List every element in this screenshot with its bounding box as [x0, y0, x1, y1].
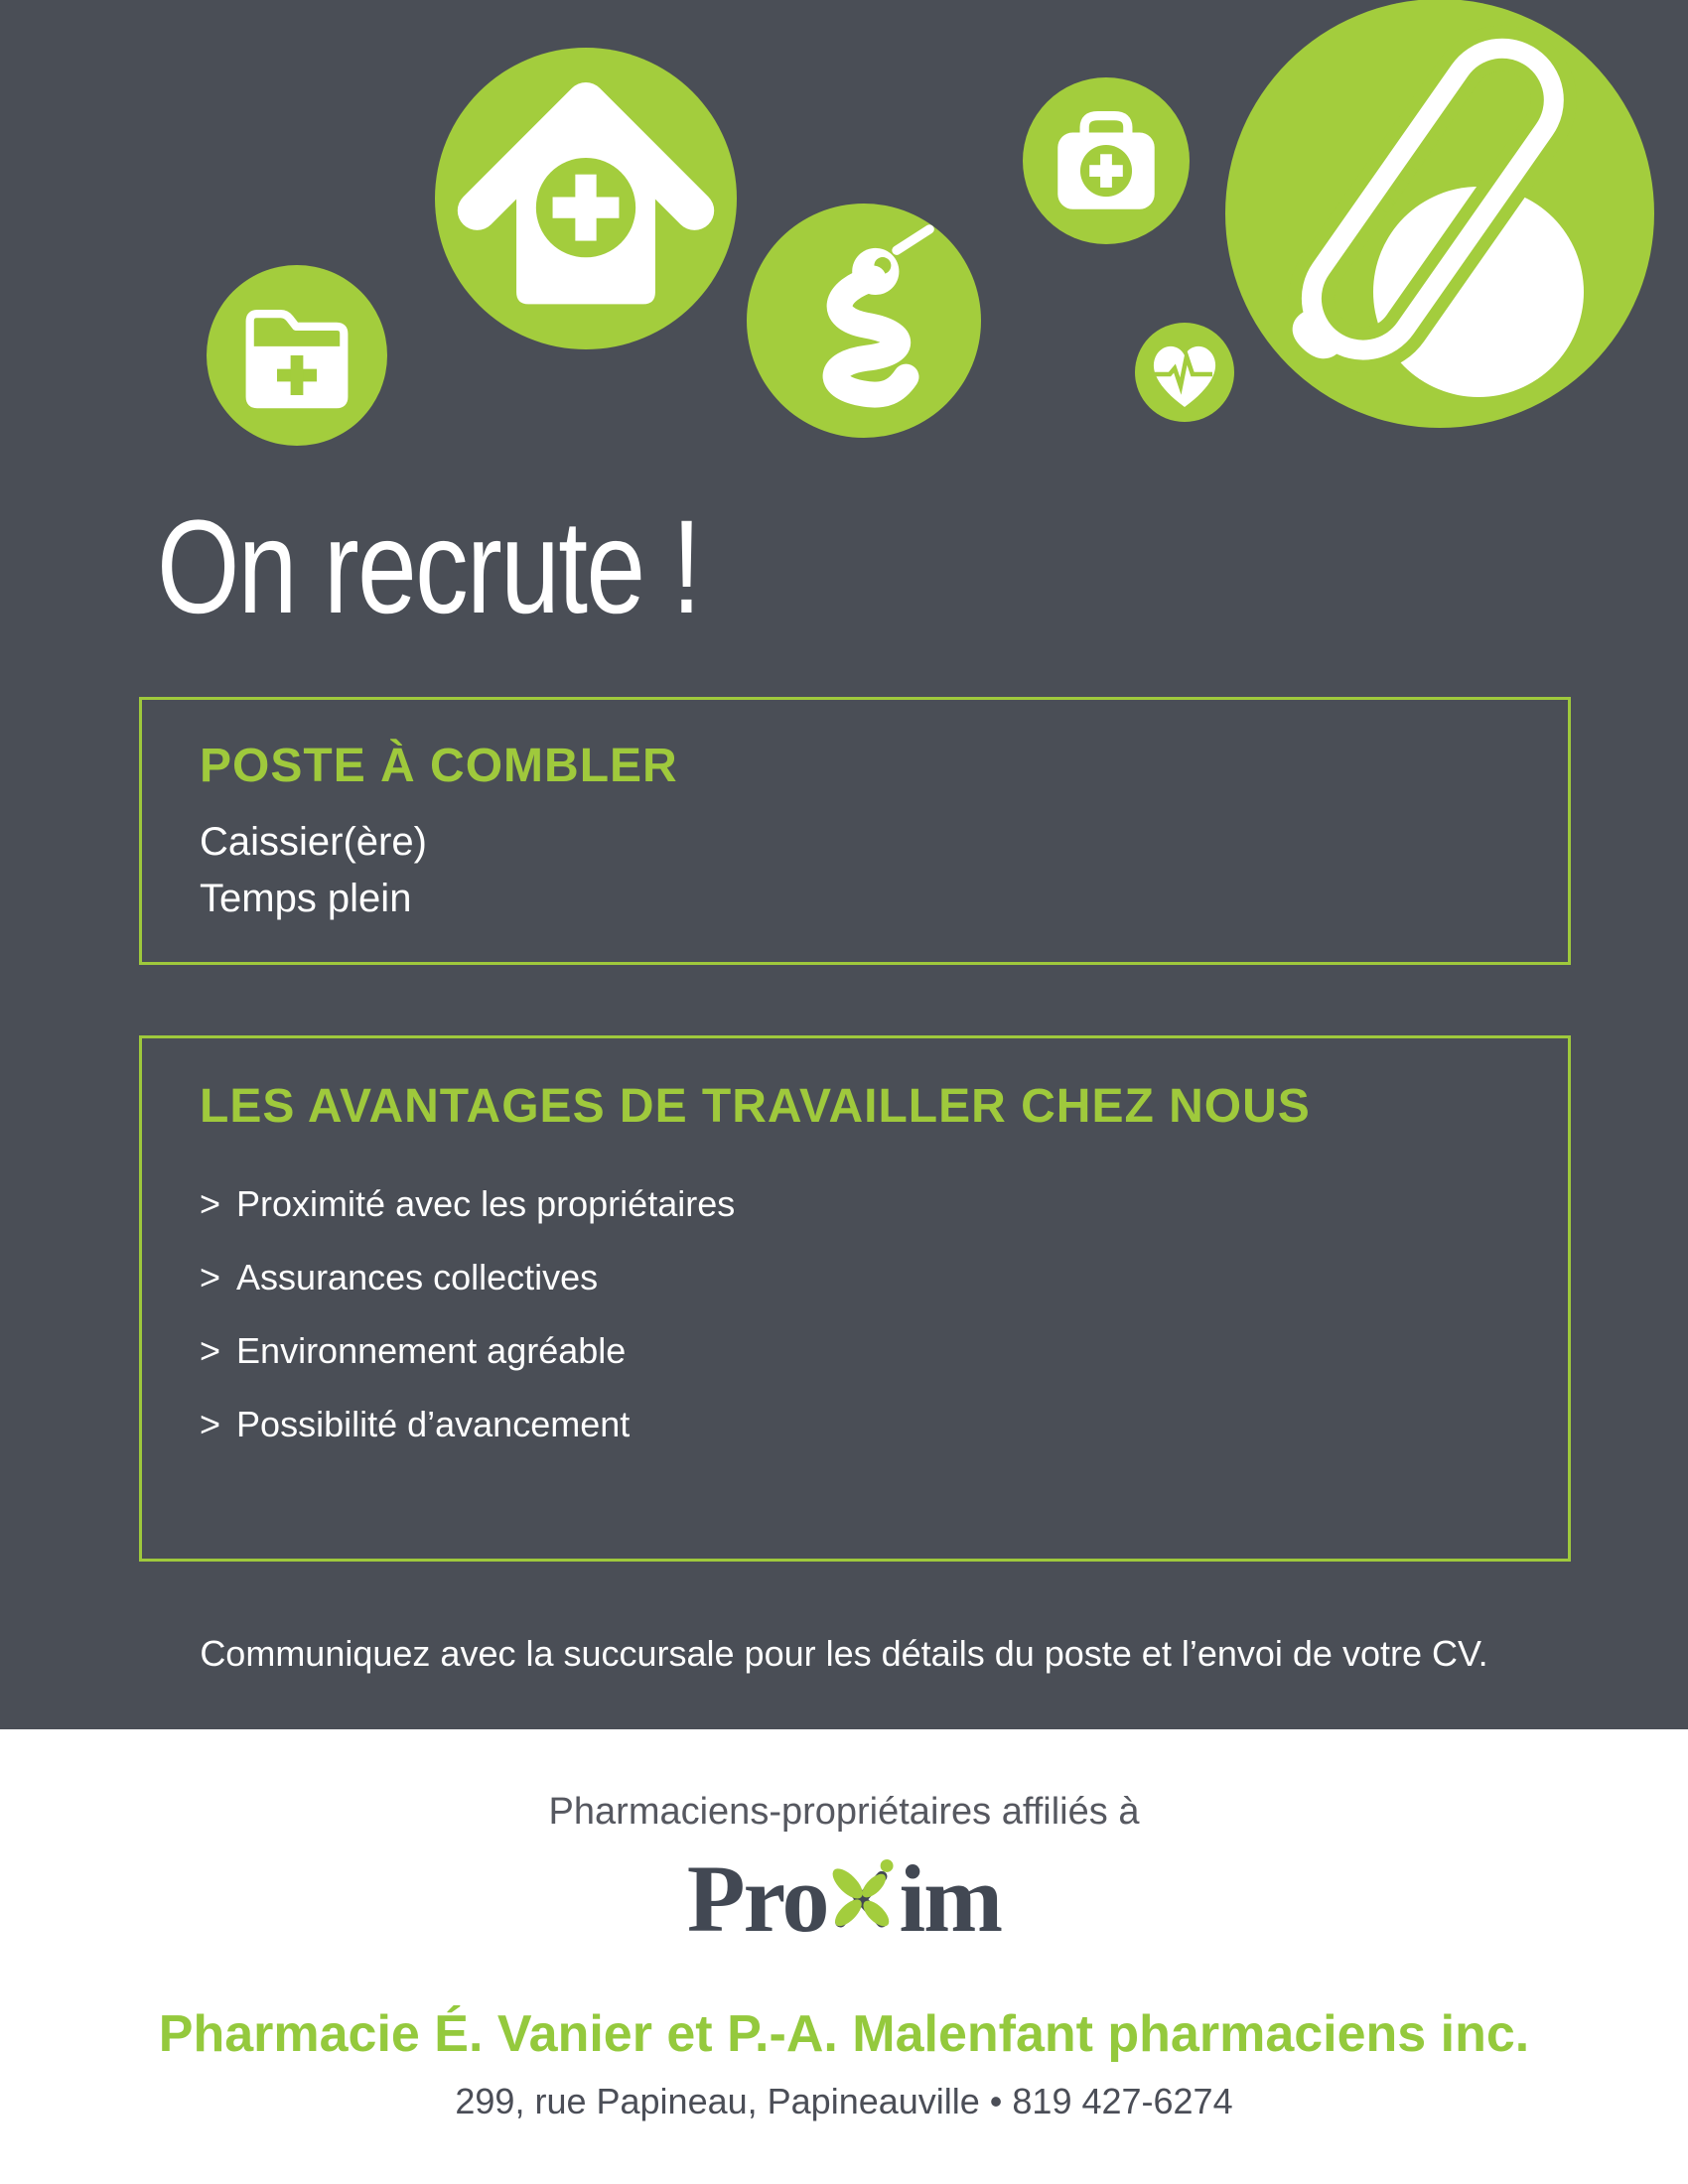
chevron-bullet: >: [200, 1183, 221, 1224]
chevron-bullet: >: [200, 1257, 221, 1297]
list-item: [200, 1388, 735, 1461]
page-title: On recrute !: [157, 493, 700, 641]
pill-capsule-icon: [1225, 0, 1654, 428]
position-box: [139, 697, 1571, 965]
contact-note: Communiquez avec la succursale pour les détails du poste et l’envoi de votre CV.: [200, 1633, 1488, 1674]
chevron-bullet: >: [200, 1330, 221, 1371]
list-item: [200, 1167, 735, 1241]
advantage-text: Possibilité d’avancement: [236, 1404, 631, 1444]
snake-caduceus-icon: [747, 204, 981, 438]
proxim-x-icon: [819, 1841, 905, 1944]
heart-pulse-icon: [1135, 323, 1234, 422]
list-item: [200, 1314, 735, 1388]
pharmacy-address: 299, rue Papineau, Papineauville • 819 427-6274: [455, 2081, 1233, 2121]
position-lines: [200, 814, 427, 927]
affiliation-text: Pharmaciens-propriétaires affiliés à: [548, 1791, 1140, 1833]
advantage-text: Proximité avec les propriétaires: [236, 1183, 736, 1224]
position-box-heading: POSTE À COMBLER: [200, 740, 678, 792]
folder-plus-icon: [207, 265, 387, 446]
advantages-box-heading: LES AVANTAGES DE TRAVAILLER CHEZ NOUS: [200, 1080, 1311, 1133]
chevron-bullet: >: [200, 1404, 221, 1444]
logo-text-pro: Pro: [686, 1845, 828, 1952]
list-item: [200, 1241, 735, 1314]
advantage-text: Assurances collectives: [236, 1257, 599, 1297]
medical-house-icon: [435, 48, 737, 349]
proxim-logo: [0, 1844, 1688, 1954]
advantages-list: [200, 1167, 735, 1461]
pharmacy-name: Pharmacie É. Vanier et P.-A. Malenfant pharmaciens inc.: [158, 2005, 1530, 2063]
first-aid-kit-icon: [1023, 77, 1190, 244]
position-schedule: Temps plein: [200, 877, 412, 920]
logo-text-im: im: [899, 1845, 1002, 1952]
advantage-text: Environnement agréable: [236, 1330, 627, 1371]
position-role: Caissier(ère): [200, 820, 427, 864]
advantages-box: [139, 1035, 1571, 1562]
